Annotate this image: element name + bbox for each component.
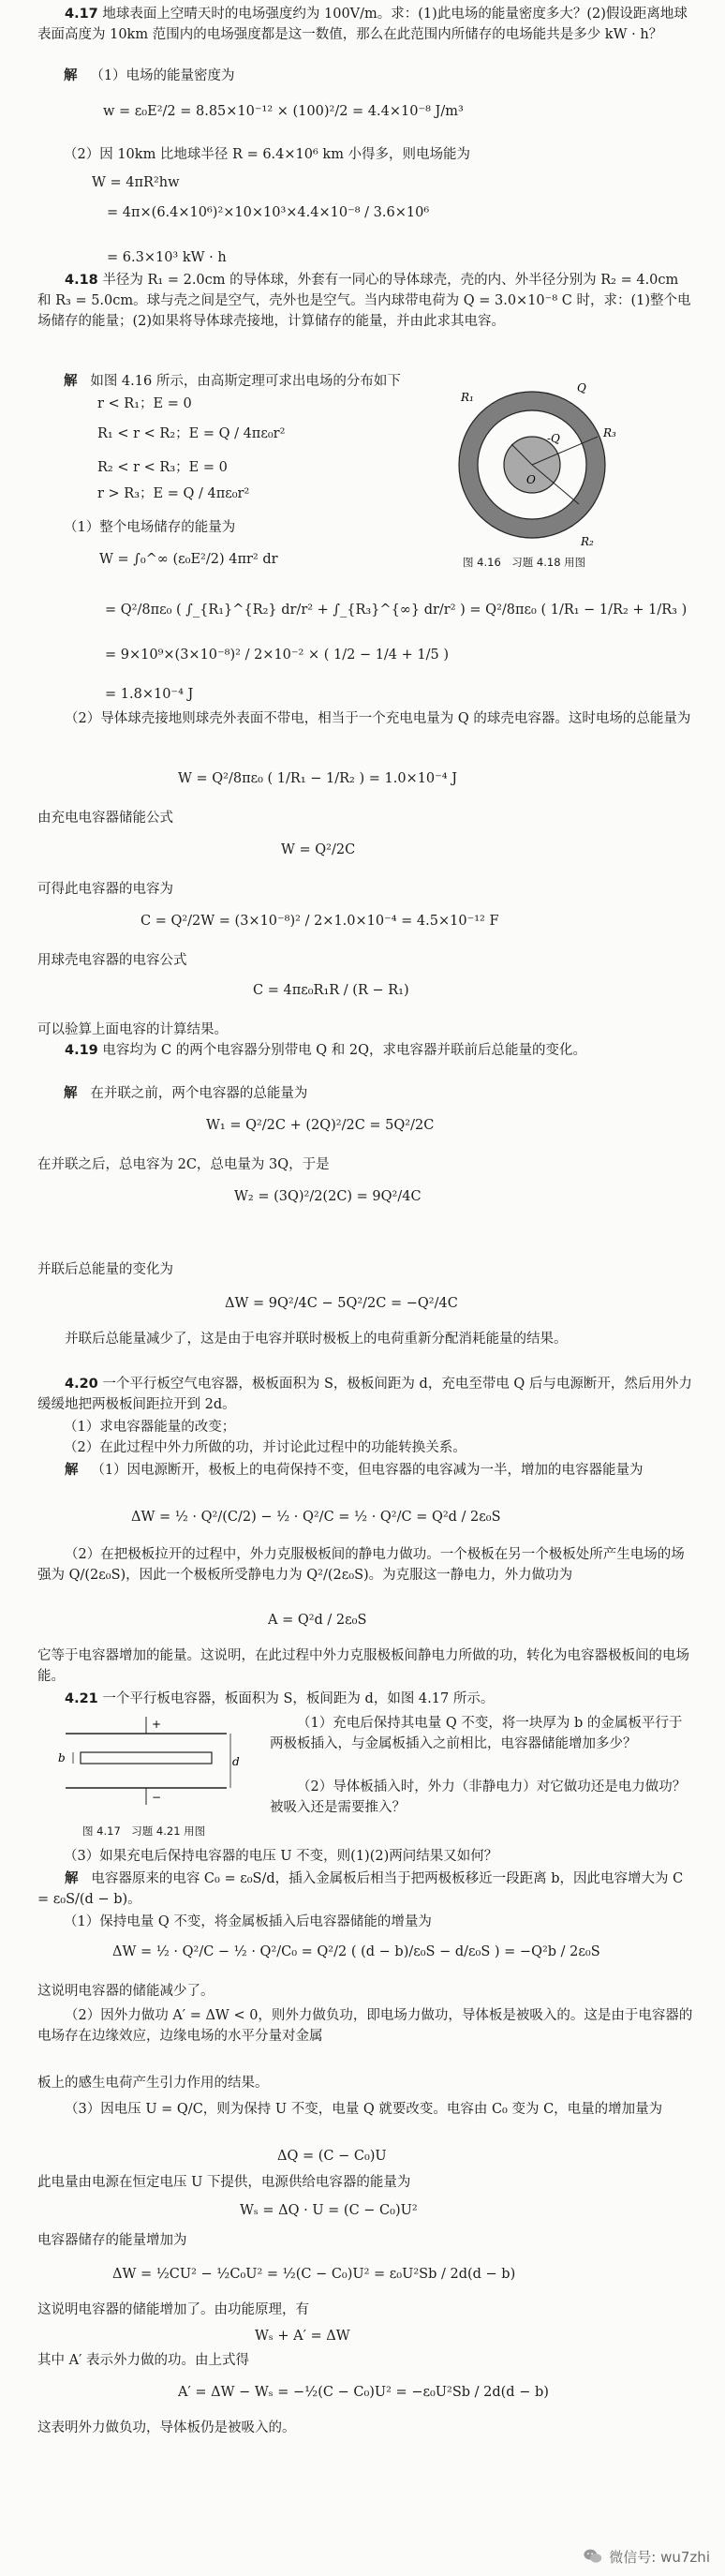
solution-text: 可以验算上面电容的计算结果。 xyxy=(37,1022,228,1037)
solution-text: （2）在把极板拉开的过程中，外力克服极板间的静电力做功。一个极板在另一个极板处所产生电场的场强为 Q/(2ε₀S)，因此一个极板所受静电力为 Q²/(2ε₀S)。为克服这一静电力，外力做功为 xyxy=(37,1547,685,1583)
problem-text: 电容均为 C 的两个电容器分别带电 Q 和 2Q，求电容器并联前后总能量的变化。 xyxy=(102,1043,587,1058)
equation: W₁ = Q²/2C + (2Q)²/2C = 5Q²/2C xyxy=(206,1118,435,1133)
question-text: （1）充电后保持其电量 Q 不变，将一块厚为 b 的金属板平行于两极板插入，与金属板插入之前相比，电容器储能增加多少？ xyxy=(270,1716,683,1751)
solution-text: 由充电电容器储能公式 xyxy=(37,811,173,826)
equation: W = Q²/2C xyxy=(281,842,356,857)
solution-text: 这说明电容器的储能减少了。 xyxy=(37,1984,215,1999)
label-q: Q xyxy=(577,381,586,395)
solution-text: 在并联之后，总电容为 2C，总电量为 3Q，于是 xyxy=(37,1157,330,1172)
question-text: （1）求电容器能量的改变； xyxy=(64,1420,236,1435)
figure-caption: 图 4.17 习题 4.21 用图 xyxy=(82,1824,206,1838)
equation: ΔW = ½CU² − ½C₀U² = ½(C − C₀)U² = ε₀U²Sb / 2d(d − b) xyxy=(112,2267,516,2282)
solution-text: （1）因电源断开，极板上的电荷保持不变，但电容器的电容减为一半，增加的电容器能量为 xyxy=(91,1463,644,1478)
equation: W = Q²/8πε₀ ( 1/R₁ − 1/R₂ ) = 1.0×10⁻⁴ J xyxy=(178,771,458,786)
equation: A′ = ΔW − Wₛ = −½(C − C₀)U² = −ε₀U²Sb / 2d(d − b) xyxy=(178,2385,549,2400)
question-text: （3）如果充电后保持电容器的电压 U 不变，则(1)(2)两问结果又如何？ xyxy=(64,1849,498,1864)
solution-text: （2）导体球壳接地则球壳外表面不带电，相当于一个充电电量为 Q 的球壳电容器。这时电场的总能量为 xyxy=(65,711,691,726)
equation: ΔW = ½ · Q²/(C/2) − ½ · Q²/C = ½ · Q²/C = Q²d / 2ε₀S xyxy=(131,1510,501,1525)
label-r2: R₂ xyxy=(581,535,594,548)
equation: = 6.3×10³ kW · h xyxy=(107,250,227,265)
problem-4-19 xyxy=(37,1040,693,1061)
solution-text: （2）因外力做功 A′ = ΔW < 0，则外力做负功，即电场力做功，导体板是被吸入的。这是由于电容器的电场存在边缘效应，边缘电场的水平分量对金属 xyxy=(37,2008,693,2044)
problem-4-21 xyxy=(37,1689,693,1709)
solution-text: 其中 A′ 表示外力做的功。由上式得 xyxy=(37,2353,249,2368)
solution-text: 这说明电容器的储能增加了。由功能原理，有 xyxy=(37,2302,309,2317)
solution-text: （1）电场的能量密度为 xyxy=(90,68,235,83)
equation: Wₛ + A′ = ΔW xyxy=(255,2329,350,2344)
wechat-icon xyxy=(583,2546,603,2567)
problem-4-17 xyxy=(37,4,693,45)
solution-4-20-s1 xyxy=(37,1460,693,1481)
equation: ΔW = 9Q²/4C − 5Q²/2C = −Q²/4C xyxy=(225,1296,458,1311)
problem-text: 一个平行板空气电容器，极板面积为 S，极板间距为 d，充电至带电 Q 后与电源断开，然后用外力缓缓地把两极板间距拉开到 2d。 xyxy=(37,1377,692,1412)
equation: = 1.8×10⁻⁴ J xyxy=(105,687,194,702)
problem-text: 一个平行板电容器，板面积为 S，板间距为 d，如图 4.17 所示。 xyxy=(102,1691,495,1706)
solution-text: 这表明外力做负功，导体板仍是被吸入的。 xyxy=(37,2420,296,2435)
label-r1: R₁ xyxy=(461,391,474,404)
label-b: b xyxy=(58,1751,66,1764)
problem-number: 4.19 xyxy=(65,1043,98,1058)
solution-4-19-s1 xyxy=(64,1083,307,1104)
equation: = Q²/8πε₀ ( ∫_{R₁}^{R₂} dr/r² + ∫_{R₃}^{∞} dr/r² ) = Q²/8πε₀ ( 1/R₁ − 1/R₂ + 1/R₃ ) xyxy=(105,603,688,618)
figure-caption: 图 4.16 习题 4.18 用图 xyxy=(463,556,586,569)
solution-text: 此电量由电源在恒定电压 U 下提供，电源供给电容器的能量为 xyxy=(37,2175,411,2190)
solution-text: 可得此电容器的电容为 xyxy=(37,882,173,897)
equation: A = Q²d / 2ε₀S xyxy=(268,1613,367,1628)
wechat-watermark xyxy=(583,2546,710,2567)
equation: ΔW = ½ · Q²/C − ½ · Q²/C₀ = Q²/2 ( (d − b)/ε₀S − d/ε₀S ) = −Q²b / 2ε₀S xyxy=(112,1944,600,1959)
field-region: r > R₃；E = Q / 4πε₀r² xyxy=(97,486,250,501)
solution-text: 用球壳电容器的电容公式 xyxy=(37,953,187,968)
problem-number: 4.17 xyxy=(65,7,98,22)
figure-4-16-concentric-spheres xyxy=(448,380,626,549)
question-text: （2）在此过程中外力所做的功，并讨论此过程中的功能转换关系。 xyxy=(64,1440,466,1455)
field-region: r < R₁；E = 0 xyxy=(97,396,192,411)
problem-number: 4.21 xyxy=(65,1691,98,1706)
equation: = 9×10⁹×(3×10⁻⁸)² / 2×10⁻² × ( 1/2 − 1/4 + 1/5 ) xyxy=(105,648,450,663)
problem-text: 地球表面上空晴天时的电场强度约为 100V/m。求：(1)此电场的能量密度多大？(2)假设距离地球表面高度为 10km 范围内的电场强度都是这一数值，那么在此范围内所储存的电场能共是多少 kW · h？ xyxy=(37,7,688,42)
solution-text: （1）整个电场储存的能量为 xyxy=(64,520,236,535)
label-minus: − xyxy=(152,1791,162,1804)
watermark-text: 微信号: wu7zhi xyxy=(609,2548,710,2566)
label-neg-q: -Q xyxy=(547,432,560,445)
equation: W = 4πR²hw xyxy=(92,175,180,190)
solution-label: 解 xyxy=(64,374,78,389)
solution-4-21-s1 xyxy=(37,1869,693,1910)
solution-4-17-s1 xyxy=(64,66,235,86)
solution-4-18-s0 xyxy=(64,371,401,392)
solution-text: 在并联之前，两个电容器的总能量为 xyxy=(90,1086,308,1101)
solution-text: （2）因 10km 比地球半径 R = 6.4×10⁶ km 小得多，则电场能为 xyxy=(64,147,471,162)
equation: W₂ = (3Q)²/2(2C) = 9Q²/4C xyxy=(234,1189,422,1204)
equation: W = ∫₀^∞ (ε₀E²/2) 4πr² dr xyxy=(99,552,278,567)
solution-text: 它等于电容器增加的能量。这说明，在此过程中外力克服极板间静电力所做的功，转化为电容器极板间的电场能。 xyxy=(37,1648,689,1684)
solution-label: 解 xyxy=(65,1463,79,1478)
solution-label: 解 xyxy=(65,1871,79,1886)
equation: C = 4πε₀R₁R / (R − R₁) xyxy=(253,983,409,998)
solution-label: 解 xyxy=(64,1086,78,1101)
question-text: （2）导体板插入时，外力（非静电力）对它做功还是电力做功？被吸入还是需要推入？ xyxy=(270,1779,687,1815)
problem-text: 半径为 R₁ = 2.0cm 的导体球，外套有一同心的导体球壳，壳的内、外半径分别为 R₂ = 4.0cm 和 R₃ = 5.0cm。球与壳之间是空气，壳外也是空气。当内球带电荷为 Q = 3.0×10⁻⁸ C 时，求：(1)整个电场储存的能量；(2)如果将导体球壳接地，计算储存的能量，并由此求其电容。 xyxy=(37,273,691,329)
problem-number: 4.18 xyxy=(65,273,98,288)
solution-text: 电容器储存的能量增加为 xyxy=(37,2233,187,2248)
metal-slab xyxy=(81,1752,212,1764)
field-region: R₁ < r < R₂；E = Q / 4πε₀r² xyxy=(97,426,286,441)
problem-number: 4.20 xyxy=(65,1377,98,1392)
field-region: R₂ < r < R₃；E = 0 xyxy=(97,460,228,475)
label-d: d xyxy=(232,1755,240,1768)
solution-text: 如图 4.16 所示，由高斯定理可求出电场的分布如下 xyxy=(90,374,401,389)
equation: ΔQ = (C − C₀)U xyxy=(277,2149,387,2164)
problem-4-20 xyxy=(37,1374,693,1415)
solution-text: 并联后总能量的变化为 xyxy=(37,1262,173,1277)
solution-text: （1）保持电量 Q 不变，将金属板插入后电容器储能的增量为 xyxy=(64,1914,432,1929)
label-plus: + xyxy=(152,1718,162,1731)
label-o: O xyxy=(526,473,536,486)
equation: w = ε₀E²/2 = 8.85×10⁻¹² × (100)²/2 = 4.4×10⁻⁸ J/m³ xyxy=(103,104,464,119)
solution-text: 并联后总能量减少了，这是由于电容并联时极板上的电荷重新分配消耗能量的结果。 xyxy=(65,1332,568,1347)
solution-text: 电容器原来的电容 C₀ = ε₀S/d，插入金属板后相当于把两极板移近一段距离 b，因此电容增大为 C = ε₀S/(d − b)。 xyxy=(37,1871,684,1907)
figure-4-17-parallel-plate-capacitor xyxy=(52,1713,240,1810)
solution-text: 板上的感生电荷产生引力作用的结果。 xyxy=(37,2076,269,2091)
equation: C = Q²/2W = (3×10⁻⁸)² / 2×1.0×10⁻⁴ = 4.5×10⁻¹² F xyxy=(141,914,499,929)
label-r3: R₃ xyxy=(603,426,616,439)
solution-label: 解 xyxy=(64,68,78,83)
equation: Wₛ = ΔQ · U = (C − C₀)U² xyxy=(240,2203,418,2218)
equation: = 4π×(6.4×10⁶)²×10×10³×4.4×10⁻⁸ / 3.6×10⁶ xyxy=(107,205,430,220)
solution-text: （3）因电压 U = Q/C，则为保持 U 不变，电量 Q 就要改变。电容由 C₀ 变为 C，电量的增加量为 xyxy=(65,2102,663,2117)
problem-4-18 xyxy=(37,270,693,332)
